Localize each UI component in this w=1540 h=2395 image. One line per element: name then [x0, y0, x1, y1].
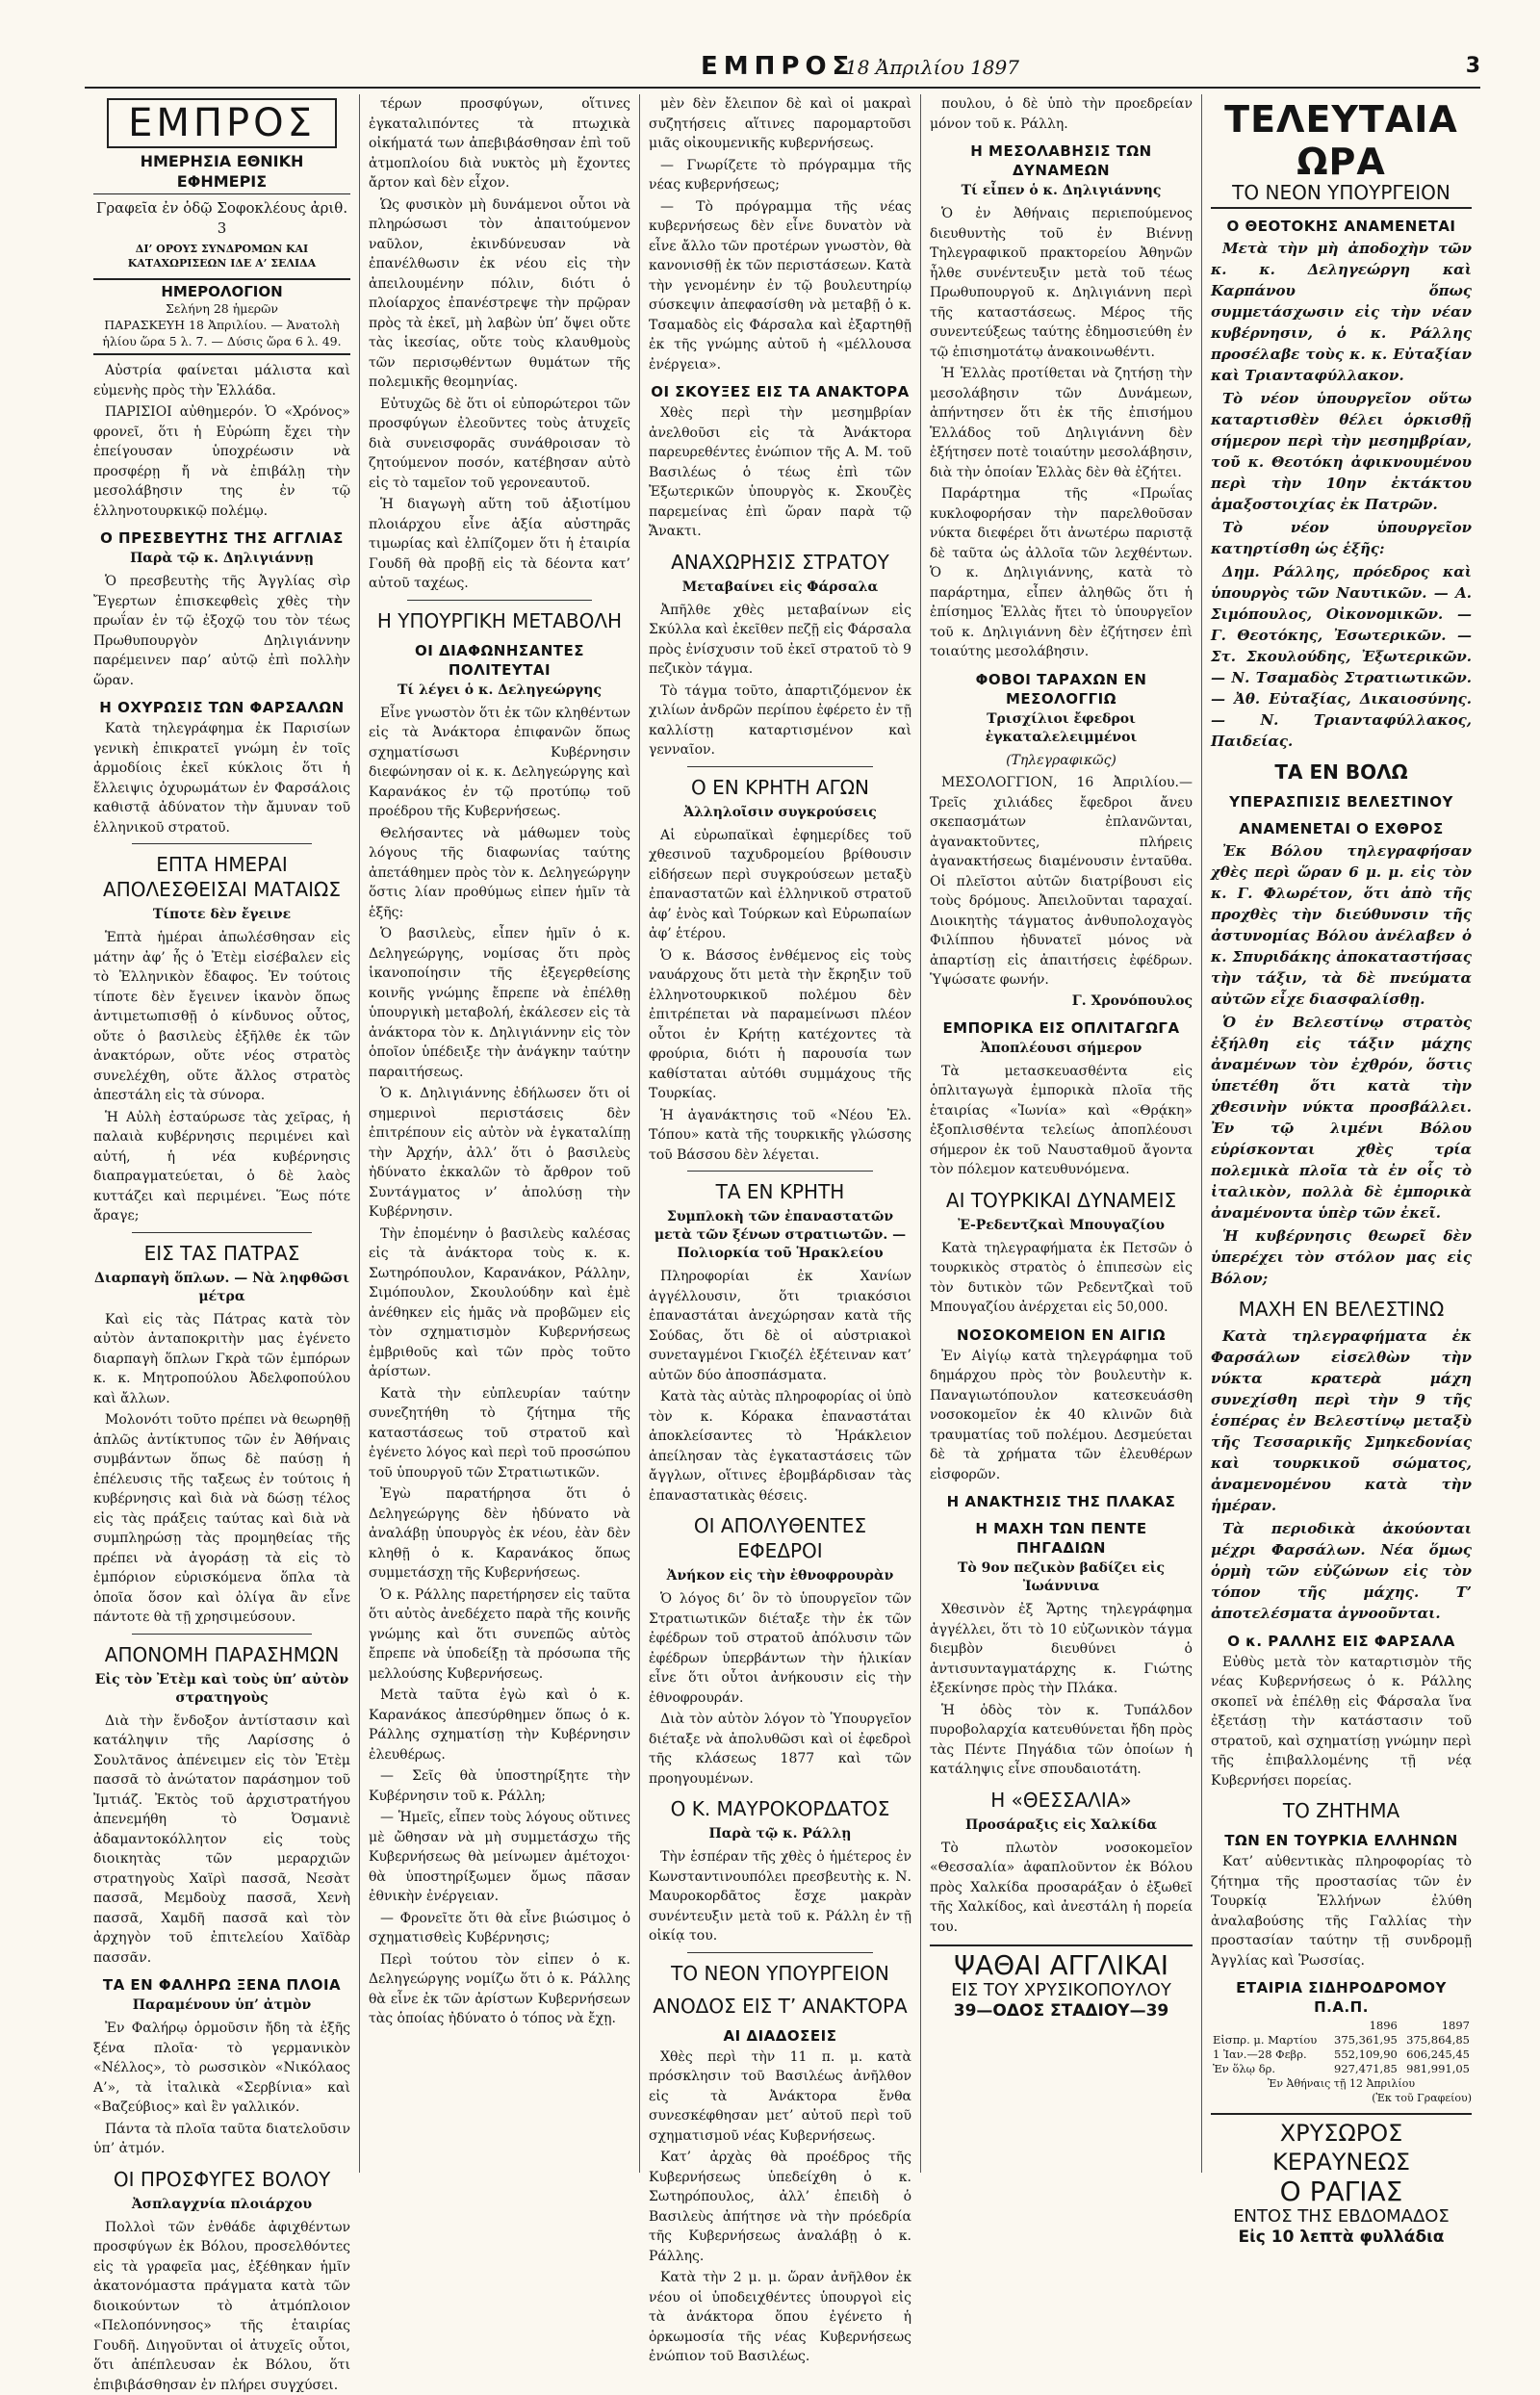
article-text: Μετὰ ταῦτα ἐγὼ καὶ ὁ κ. Καρανάκος ἀπεσύρθημεν ὅπως ὁ κ. Ράλλης σχηματίσῃ τὴν Κυβέρνησιν ἐλευθέρως.	[369, 1686, 630, 1764]
headline: ΤΟ ΝΕΟΝ ΥΠΟΥΡΓΕΙΟΝ	[649, 1961, 911, 1986]
divider	[132, 843, 312, 844]
divider	[132, 1232, 312, 1233]
article-text: Ὁ πρεσβευτὴς τῆς Ἀγγλίας σὶρ Ἔγερτων ἐπισκεφθεὶς χθὲς τὴν πρωΐαν ἐν τῷ ἐξοχῷ του τὸν τέως Πρωθυπουργὸν Δηλιγιάννην παρέμεινεν παρ’ αὐτῷ ἐπὶ πολλὴν ὥραν.	[93, 572, 350, 690]
article-text: Τὸ τάγμα τοῦτο, ἀπαρτιζόμενον ἐκ χιλίων ἀνδρῶν περίπου ἐφέρετο ἐν τῇ καλλίστῃ καταρτισμένον καὶ γενναῖον.	[649, 682, 911, 760]
headline: Η ΟΧΥΡΩΣΙΣ ΤΩΝ ΦΑΡΣΑΛΩΝ	[93, 698, 350, 717]
article-text: Κατὰ τὴν εὐπλευρίαν ταύτην συνεζητήθη τὸ ζήτημα τῆς καταστάσεως τοῦ στρατοῦ καὶ ἐγένετο λόγος καὶ περὶ τοῦ προσώπου τοῦ ὑπουργοῦ τῶν Στρατιωτικῶν.	[369, 1384, 630, 1483]
masthead-logo: ΕΜΠΡΟΣ	[107, 98, 337, 148]
subheadline: Τίποτε δὲν ἔγεινε	[93, 906, 350, 924]
headline: Ο Κ. ΜΑΥΡΟΚΟΡΔΑΤΟΣ	[649, 1796, 911, 1821]
article-text: Ἡ Αὐλὴ ἐσταύρωσε τὰς χεῖρας, ἡ παλαιὰ κυβέρνησις περιμένει καὶ αὐτή, ἡ νέα κυβέρνησις διαπραγματεύεται, ὁ δὲ λαὸς κυττάζει καὶ περιμένει. Ἕως πότε ἄραγε;	[93, 1108, 350, 1226]
running-header	[85, 50, 1480, 89]
article-text: ΠΑΡΙΣΙΟΙ αὐθημερόν. Ὁ «Χρόνος» φρονεῖ, ὅτι ἡ Εὐρώπη ἔχει τὴν ἐπείγουσαν ὑποχρέωσιν νὰ προσφέρῃ ἤ νὰ ἐπιβάλῃ τὴν μεσολάβησιν της ἐν τῷ ἑλληνοτουρκικῷ πολέμῳ.	[93, 402, 350, 521]
article-text: Κατ’ αὐθεντικὰς πληροφορίας τὸ ζήτημα τῆς προστασίας τῶν ἐν Τουρκίᾳ Ἑλλήνων ἐλύθη ἀναλαβούσης τῆς Γαλλίας τὴν προστασίαν ταύτην τῇ συνδρομῇ Ἀγγλίας καὶ Ῥωσσίας.	[1211, 1852, 1472, 1970]
article-text: Ὡς φυσικὸν μὴ δυνάμενοι οὗτοι νὰ πληρώσωσι τὸν ἀπαιτούμενον ναῦλον, ἐκινδύνευσαν νὰ ἐπανέλθωσιν ἐκ νέου εἰς τὴν ἀπειλουμένην πόλιν, διότι ὁ πλοίαρχος ἐπανέστρεψε τὴν πρῷραν πρὸς τὰ ἐκεῖ, μὴ λαβὼν ὑπ’ ὄψει οὔτε τὰς ἱκεσίας, οὔτε τοὺς κλαυθμοὺς τῶν περισῳθέντων θυμάτων τῆς πολεμικῆς θεομηνίας.	[369, 195, 630, 393]
article-text: Ὁ κ. Βάσσος ἐνθέμενος εἰς τοὺς ναυάρχους ὅτι μετὰ τὴν ἔκρηξιν τοῦ ἑλληνοτουρκικοῦ πολέμου δὲν ἐπιτρέπεται νὰ παραμείνωσι πλέον οὗτοι ἐν Κρήτῃ κατέχοντες τὰ φρούρια, διότι ἡ παρουσία των καθίσταται αὐτόθι συμμάχους τῆς Τουρκίας.	[649, 946, 911, 1104]
advertisement: ΨΑΘΑΙ ΑΓΓΛΙΚΑΙ ΕΙΣ ΤΟΥ ΧΡΥΣΙΚΟΠΟΥΛΟΥ 39—ΟΔΟΣ ΣΤΑΔΙΟΥ—39	[930, 1944, 1193, 2021]
article-text: Τὸ πλωτὸν νοσοκομεῖον «Θεσσαλία» ἀφαπλοῦντον ἐκ Βόλου πρὸς Χαλκίδα προσαράξαν ὁ ἐξωθεῖ τῆς Χαλκίδος, καὶ ἀνεστάλη ἡ πορεία του.	[930, 1839, 1193, 1938]
headline: ΑΙ ΤΟΥΡΚΙΚΑΙ ΔΥΝΑΜΕΙΣ	[930, 1188, 1193, 1213]
article-text: Ὁ κ. Ράλλης παρετήρησεν εἰς ταῦτα ὅτι αὐτὸς ἀνεδέχετο παρὰ τῆς κοινῆς γνώμης καὶ ὅτι συνεπῶς αὐτὸς ἔπρεπε νὰ ὑποδείξῃ τὰ πρόσωπα τῆς μελλούσης Κυβερνήσεως.	[369, 1585, 630, 1685]
headline: ΜΑΧΗ ΕΝ ΒΕΛΕΣΤΙΝΩ	[1211, 1297, 1472, 1322]
article-text: Τὰ περιοδικὰ ἀκούονται μέχρι Φαρσάλων. Νέα ὅμως ὁρμὴ τῶν εὐζώνων εἰς τὸν τόπον τῆς μάχης. Τ’ ἀποτελέσματα ἀγνοοῦνται.	[1211, 1518, 1472, 1624]
headline: ΕΤΑΙΡΙΑ ΣΙΔΗΡΟΔΡΟΜΟΥ Π.Α.Π.	[1211, 1978, 1472, 2017]
subheadline: Τὸ 9ον πεζικὸν βαδίζει εἰς Ἰωάννινα	[930, 1559, 1193, 1596]
page-number: 3	[1466, 54, 1480, 78]
article-text: πουλου, ὁ δὲ ὑπὸ τὴν προεδρείαν μόνον τοῦ κ. Ράλλη.	[930, 94, 1193, 134]
issue-date: 18 Ἀπριλίου 1897	[845, 56, 1019, 79]
article-text: Κατ’ ἀρχὰς θὰ προέδρος τῆς Κυβερνήσεως ὑπεδείχθη ὁ κ. Σωτηρόπουλος, ἀλλ’ ἐπειδὴ ὁ Βασιλεὺς ἀπήτησε νὰ τὴν πρόεδρία τῆς Κυβερνήσεως ἀναλάβῃ ὁ κ. Ράλλης.	[649, 2148, 911, 2266]
headline: Ο ΠΡΕΣΒΕΥΤΗΣ ΤΗΣ ΑΓΓΛΙΑΣ	[93, 528, 350, 548]
article-text: Αἱ εὐρωπαϊκαὶ ἐφημερίδες τοῦ χθεσινοῦ ταχυδρομείου βρίθουσιν εἰδήσεων περὶ συγκρούσεων μεταξὺ ἐπαναστατῶν καὶ ἑλληνικοῦ στρατοῦ ἀφ’ ἑνὸς καὶ Τούρκων καὶ Εὐρωπαίων ἀφ’ ἑτέρου.	[649, 826, 911, 944]
article-text: Εὐθὺς μετὰ τὸν καταρτισμὸν τῆς νέας Κυβερνήσεως ὁ κ. Ράλλης σκοπεῖ νὰ ἐπέλθῃ εἰς Φάρσαλα ἵνα ἐξετάσῃ τὴν κατάστασιν τοῦ στρατοῦ, καὶ σχηματίσῃ γνώμην περὶ τῆς ἐπιβαλλομένης τῇ νέᾳ Κυβερνήσει πορείας.	[1211, 1653, 1472, 1791]
headline: ΕΙΣ ΤΑΣ ΠΑΤΡΑΣ	[93, 1241, 350, 1266]
masthead-tagline: ΗΜΕΡΗΣΙΑ ΕΘΝΙΚΗ ΕΦΗΜΕΡΙΣ	[93, 152, 350, 194]
article-text: Εὐτυχῶς δὲ ὅτι οἱ εὐπορώτεροι τῶν προσφύγων ἐλεοῦντες τοὺς ἀτυχεῖς διὰ συνεισφορᾶς συνάθροισαν τὸ ζητούμενον ποσόν, κατέβησαν αὐτὸ εἰς τὸ ταμεῖον τοῦ γερονεαυτοῦ.	[369, 395, 630, 494]
article-text: Ἡ ὁδὸς τὸν κ. Τυπάλδον πυροβολαρχία κατευθύνεται ἤδη πρὸς τὰς Πέντε Πηγάδια τῶν ὁποίων ἡ κατάληψις εἶνε σπουδαιοτάτη.	[930, 1701, 1193, 1780]
subscription-terms: ΔΙ’ ΟΡΟΥΣ ΣΥΝΔΡΟΜΩΝ ΚΑΙ ΚΑΤΑΧΩΡΙΣΕΩΝ ΙΔΕ Α’ ΣΕΛΙΔΑ	[93, 242, 350, 270]
column-3	[640, 94, 921, 2173]
article-text: Κατὰ τὴν 2 μ. μ. ὥραν ἀνῆλθον ἐκ νέου οἱ ὑποδειχθέντες ὑπουργοὶ εἰς τὰ ἀνάκτορα ὅπου ἐγένετο ἡ ὁρκωμοσία τῆς νέας Κυβερνήσεως ἐνώπιον τοῦ Βασιλέως.	[649, 2268, 911, 2367]
headline: ΤΑ ΕΝ ΒΟΛΩ	[1211, 760, 1472, 785]
article-text: Ἡ διαγωγὴ αὕτη τοῦ ἀξιοτίμου πλοιάρχου εἶνε ἀξία αὐστηρᾶς τιμωρίας καὶ ἐλπίζομεν ὅτι ἡ ἑταιρία Γουδῆ θὰ προβῇ εἰς τὰ δέοντα κατ’ αὐτοῦ ταχέως.	[369, 495, 630, 594]
subheadline: Ἀσπλαγχνία πλοιάρχου	[93, 2196, 350, 2214]
table-row: Εἰσπρ. μ. Μαρτίου 375,361,95 375,864,85	[1211, 2033, 1472, 2047]
subheadline: Διαρπαγὴ ὅπλων. — Νὰ ληφθῶσι μέτρα	[93, 1270, 350, 1306]
article-text: Μολονότι τοῦτο πρέπει νὰ θεωρηθῇ ἁπλῶς ἀντίκτυπος τῶν ἐν Ἀθήναις συμβάντων ὅπως δὲ παύσῃ ἡ ἐπέλευσις τῆς ταξεως ἐν τούτοις ἡ κυβέρνησις καὶ διὰ νὰ δώσῃ τέλος εἰς τὰς πράξεις ταύτας καὶ διὰ νὰ συμπληρώσῃ τὰς προμηθείας τῆς πρέπει νὰ ἀγοράσῃ τὰ εἰς τὸ ἐμπόριον εὑρισκόμενα ὅπλα τὰ ὁποῖα ὅσον καὶ ὀλίγα ἂν εἶνε πάντοτε θὰ τῇ χρησιμεύσουν.	[93, 1410, 350, 1628]
article-text: Μετὰ τὴν μὴ ἀποδοχὴν τῶν κ. κ. Δεληγεώργη καὶ Καρπάνου ὅπως συμμετάσχωσιν εἰς τὴν νέαν κυβέρνησιν, ὁ κ. Ράλλης προσέλαβε τοὺς κ. κ. Εὐταξίαν καὶ Τριανταφύλλακον.	[1211, 238, 1472, 386]
column-4	[921, 94, 1202, 2173]
headline: ΥΠΕΡΑΣΠΙΣΙΣ ΒΕΛΕΣΤΙΝΟΥ	[1211, 792, 1472, 811]
article-text: Χθεσινὸν ἐξ Ἄρτης τηλεγράφημα ἀγγέλλει, ὅτι τὸ 10 εὐζωνικὸν τάγμα διεμβὸν διευθύνει ὁ ἀντισυνταγματάρχης κ. Γιώτης ἐξεκίνησε πρὸς τὴν Πλάκα.	[930, 1600, 1193, 1699]
subheadline: Ἐ-Ρεδεντζκαὶ Μπουγαζίου	[930, 1217, 1193, 1235]
article-text: Ἀπῆλθε χθὲς μεταβαίνων εἰς Σκύλλα καὶ ἐκεῖθεν πεζῇ εἰς Φάρσαλα πρὸς ἐνίσχυσιν τοῦ ἐκεῖ στρατοῦ τὸ 9 πεζικὸν τάγμα.	[649, 601, 911, 680]
almanac: ΗΜΕΡΟΛΟΓΙΟΝ Σελήνη 28 ἡμερῶν ΠΑΡΑΣΚΕΥΗ 18 Ἀπριλίου. — Ἀνατολὴ ἡλίου ὥρα 5 λ. 7. — Δύσις ὥρα 6 λ. 49.	[93, 278, 350, 355]
column-1	[85, 94, 360, 2173]
headline: ΑΝΑΜΕΝΕΤΑΙ Ο ΕΧΘΡΟΣ	[1211, 819, 1472, 838]
article-text: Θελήσαντες νὰ μάθωμεν τοὺς λόγους τῆς διαφωνίας ταύτης ἀπετάθημεν πρὸς τὸν κ. Δεληγεώργην ὅστις λίαν προθύμως εἰπεν ἡμῖν τὰ ἑξῆς:	[369, 824, 630, 923]
byline: Γ. Χρονόπουλος	[930, 992, 1193, 1011]
headline: Ο ΘΕΟΤΟΚΗΣ ΑΝΑΜΕΝΕΤΑΙ	[1211, 217, 1472, 236]
article-text: Τὰ μετασκευασθέντα εἰς ὁπλιταγωγὰ ἐμπορικὰ πλοῖα τῆς ἑταιρίας «Ἰωνία» καὶ «Θρᾴκη» ἐξοπλισθέντα τελείως ἀποπλέουσι σήμερον ἐκ τοῦ Ναυσταθμοῦ ἄγοντα τὸν πόλεμον κατευθυνόμενα.	[930, 1062, 1193, 1180]
article-text: Χθὲς περὶ τὴν 11 π. μ. κατὰ πρόσκλησιν τοῦ Βασιλέως ἀνῆλθον εἰς τὰ Ἀνάκτορα ἔνθα συνεσκέφθησαν μετ’ αὐτοῦ περὶ τοῦ σχηματισμοῦ νέας Κυβερνήσεως.	[649, 2047, 911, 2147]
article-text: Ὁ κ. Δηλιγιάννης ἐδήλωσεν ὅτι οἱ σημερινοὶ περιστάσεις δὲν ἐπιτρέπουν εἰς αὐτὸν νὰ ἐγκαταλίπῃ τὴν Ἀρχήν, ἀλλ’ ὅτι ὁ βασιλεὺς ἠδύνατο ἐκκαλῶν τὸ ἄρθρον τοῦ Συντάγματος ν’ ἀπολύσῃ τὴν Κυβέρνησιν.	[369, 1084, 630, 1223]
headline: ΦΟΒΟΙ ΤΑΡΑΧΩΝ ΕΝ ΜΕΣΟΛΟΓΓΙΩ	[930, 670, 1193, 708]
subheadline: Παραμένουν ὑπ’ ἀτμὸν	[93, 1996, 350, 2015]
headline: ΟΙ ΔΙΑΦΩΝΗΣΑΝΤΕΣ ΠΟΛΙΤΕΥΤΑΙ	[369, 641, 630, 680]
subheadline: Προσάραξις εἰς Χαλκίδα	[930, 1816, 1193, 1835]
article-text: Ὁ λόγος δι’ ὃν τὸ ὑπουργεῖον τῶν Στρατιωτικῶν διέταξε τὴν ἐκ τῶν ἐφέδρων τοῦ στρατοῦ ἀπόλυσιν τῶν ἐφέδρων ὑπερβάντων τὴν ἡλικίαν εἶνε ὅτι οὗτοι ἀνήκουσιν εἰς τὴν ἐθνοφρουράν.	[649, 1589, 911, 1708]
headline: ΝΟΣΟΚΟΜΕΙΟΝ ΕΝ ΑΙΓΙΩ	[930, 1326, 1193, 1345]
article-text: — Τὸ πρόγραμμα τῆς νέας κυβερνήσεως δὲν εἶνε δυνατὸν νὰ εἶνε ἄλλο τῶν προτέρων γνωστὸν, θὰ κανονισθῇ ἐκ τῶν περιστάσεων. Κατὰ τὴν γενομένην ἐν τῷ βουλευτηρίῳ σύσκεψιν ἀπεφασίσθη νὰ μεταβῇ ὁ κ. Τσαμαδὸς εἰς Φάρσαλα καὶ ἐξαρτηθῇ ἐκ τῆς γνώμης αὐτοῦ ἡ «μέλλουσα ἐνέργεια».	[649, 197, 911, 375]
subheadline: Ἀλληλοῖσιν συγκρούσεις	[649, 804, 911, 822]
article-text: Κατὰ τηλεγράφημα ἐκ Παρισίων γενικὴ ἐπικρατεῖ γνώμη ἐν τοῖς ἁρμοδίοις ἐκεῖ κύκλοις ὅτι ἡ ἔλλειψις ὀχυρωμάτων ἐν Φαρσάλοις καθιστᾷ ἀδύνατον τὴν ἄμυναν τοῦ ἑλληνικοῦ στρατοῦ.	[93, 719, 350, 837]
subheadline: Τί λέγει ὁ κ. Δεληγεώργης	[369, 682, 630, 700]
article-text: Διὰ τὴν ἔνδοξον ἀντίστασιν καὶ κατάληψιν τῆς Λαρίσσης ὁ Σουλτᾶνος ἀπένειμεν εἰς τὸν Ἐτὲμ πασσᾶ τὸ ἀνώτατον παράσημον τοῦ Ἰμτιάζ. Ἐκτὸς τοῦ ἀρχιστρατήγου ἀπενεμήθη τὸ Ὀσμανιὲ ἀδαμαντοκόλλητον εἰς τοὺς διοικητὰς τῶν μεραρχιῶν στρατηγοὺς Χαϊρὶ πασσᾶ, Νεσὰτ πασσᾶ, Μεμδοὺχ πασσᾶ, Χενὴ πασσᾶ, Χαμδῆ πασσᾶ καὶ τὸν ἀρχηγὸν τοῦ ἐπιτελείου Χαϊδὰρ πασσᾶν.	[93, 1712, 350, 1969]
cabinet-list: Δημ. Ράλλης, πρόεδρος καὶ ὑπουργὸς τῶν Ναυτικῶν. — Α. Σιμόπουλος, Οἰκονομικῶν. — Γ. Θεοτόκης, Ἐσωτερικῶν. — Στ. Σκουλούδης, Ἐξωτερικῶν. — Ν. Τσαμαδὸς Στρατιωτικῶν. — Ἀθ. Εὐταξίας, Δικαιοσύνης. — Ν. Τριανταφύλλακος, Παιδείας.	[1211, 561, 1472, 752]
divider	[407, 600, 592, 601]
article-text: Ἐκ Βόλου τηλεγραφήσαν χθὲς περὶ ὥραν 6 μ. μ. εἰς τὸν κ. Γ. Φλωρέτον, ὅτι ἀπὸ τῆς προχθὲς τὴν διεύθυνσιν τῆς ἀστυνομίας Βόλου ἀνέλαβεν ὁ κ. Σπυριδάκης ἀποκαταστήσας τὴν τάξιν, τὰ δὲ πνεύματα αὐτῶν εἶχε διασφαλίσθῃ.	[1211, 840, 1472, 1010]
newspaper-page	[85, 50, 1480, 2173]
subheadline: Ἀποπλέουσι σήμερον	[930, 1040, 1193, 1058]
divider	[132, 1634, 312, 1635]
article-text: — Γνωρίζετε τὸ πρόγραμμα τῆς νέας κυβερνήσεως;	[649, 156, 911, 195]
article-text: Πολλοὶ τῶν ἐνθάδε ἀφιχθέντων προσφύγων ἐκ Βόλου, προσελθόντες εἰς τὰ γραφεῖα μας, ἐξέθηκαν ἡμῖν ἀκατονόμαστα πράγματα κατὰ τῶν διοικούντων τὸ ἀτμόπλοιον «Πελοπόννησος» τῆς ἑταιρίας Γουδῆ. Διηγοῦνται οἱ ἀτυχεῖς οὗτοι, ὅτι ἀπέπλευσαν ἐκ Βόλου, ὅτι ἐπιβιβάσθησαν ἐν πλήρει συγχύσει.	[93, 2218, 350, 2395]
headline: ΤΩΝ ΕΝ ΤΟΥΡΚΙΑ ΕΛΛΗΝΩΝ	[1211, 1831, 1472, 1850]
article-text: Πληροφορίαι ἐκ Χανίων ἀγγέλλουσιν, ὅτι τριακόσιοι ἐπαναστάται ἀνεχώρησαν κατὰ τῆς Σούδας, ὅτι δὲ οἱ αὐστριακοὶ συνεταγμένοι Γκιοζέλ ἐξέτειναν κατ’ αὐτῶν δύο ἀποσπάσματα.	[649, 1267, 911, 1385]
table-source: (Ἐκ τοῦ Γραφείου)	[1211, 2091, 1472, 2105]
table-header-row: 1896 1897	[1211, 2019, 1472, 2033]
article-text: Τὴν ἑσπέραν τῆς χθὲς ὁ ἡμέτερος ἐν Κωνσταντινουπόλει πρεσβευτὴς κ. Ν. Μαυροκορδᾶτος ἔσχε μακρὰν συνέντευξιν μετὰ τοῦ κ. Ράλλη ἐν τῇ οἰκίᾳ του.	[649, 1847, 911, 1946]
article-text: Τὸ νέον ὑπουργεῖον οὕτω καταρτισθὲν θέλει ὁρκισθῇ σήμερον περὶ τὴν μεσημβρίαν, τοῦ κ. Θεοτόκη ἀφικνουμένου περὶ τὴν 10ην ἐκτάκτου ἀμαξοστοιχίας ἐκ Πατρῶν.	[1211, 388, 1472, 515]
article-text: Εἶνε γνωστὸν ὅτι ἐκ τῶν κληθέντων εἰς τὰ Ἀνάκτορα ἐπιφανῶν ὅπως σχηματίσωσι Κυβέρνησιν διεφώνησαν οἱ κ. κ. Δεληγεώργης καὶ Καρανάκος ἐν τῷ προτύπῳ τοῦ προέδρου τῆς Κυβερνήσεως.	[369, 704, 630, 822]
headline: Η ΑΝΑΚΤΗΣΙΣ ΤΗΣ ΠΛΑΚΑΣ	[930, 1492, 1193, 1511]
article-text: τέρων προσφύγων, οἵτινες ἐγκαταλιπόντες τὰ πτωχικὰ οἰκήματά των ἀπεβιβάσθησαν ἐπὶ τοῦ ἀτμοπλοίου διὰ νυκτὸς μὴ ἔχοντες ἄρτον καὶ δὲν εἶχον.	[369, 94, 630, 193]
headline: ΟΙ ΠΡΟΣΦΥΓΕΣ ΒΟΛΟΥ	[93, 2167, 350, 2192]
subheadline: Παρὰ τῷ κ. Ράλλῃ	[649, 1825, 911, 1843]
table-footnote: Ἐν Ἀθήναις τῇ 12 Ἀπριλίου	[1211, 2076, 1472, 2091]
article-text: Ἐν Φαλήρῳ ὁρμοῦσιν ἤδη τὰ ἑξῆς ξένα πλοῖα· τὸ γερμανικὸν «Νέλλος», τὸ ρωσσικὸν «Νικόλαος Α’», τὰ ἰταλικὰ «Σερβίνια» καὶ «Βαζεύβιος» καὶ ἓν γαλλικόν.	[93, 2019, 350, 2118]
article-text: Ἐν Αἰγίῳ κατὰ τηλεγράφημα τοῦ δημάρχου πρὸς τὸν βουλευτὴν κ. Παναγιωτόπουλον κατεσκευάσθη νοσοκομεῖον ἐκ 40 κλινῶν διὰ τραυματίας τοῦ πολέμου. Δεσμεύεται δὲ τὰ χρήματα τῶν ἐλευθέρων εἰσφορῶν.	[930, 1347, 1193, 1485]
article-text: μὲν δὲν ἔλειπον δὲ καὶ οἱ μακραὶ συζητήσεις αἵτινες παρομαρτοῦσι μιᾶς οἰκουμενικῆς κυβερνήσεως.	[649, 94, 911, 154]
article-text: — Σεῖς θὰ ὑποστηρίξητε τὴν Κυβέρνησιν τοῦ κ. Ράλλη;	[369, 1766, 630, 1806]
office-address: Γραφεῖα ἐν ὁδῷ Σοφοκλέους ἀριθ. 3	[93, 198, 350, 238]
divider	[687, 1171, 873, 1172]
headline: ΟΙ ΑΠΟΛΥΘΕΝΤΕΣ ΕΦΕΔΡΟΙ	[649, 1513, 911, 1563]
article-text: Χθὲς περὶ τὴν μεσημβρίαν ἀνελθοῦσι εἰς τὰ Ἀνάκτορα παρευρεθέντες ἐνώπιον τῆς Α. Μ. τοῦ Βασιλέως ὁ τέως ἐπὶ τῶν Ἐξωτερικῶν ὑπουργὸς κ. Σκουζὲς παρεμείνας ἐπὶ ὥραν παρὰ τῷ Ἄνακτι.	[649, 403, 911, 542]
article-text: Ὁ ἐν Βελεστίνῳ στρατὸς ἐξήλθη εἰς τάξιν μάχης ἀναμένων τὸν ἐχθρόν, ὅστις ὑπετέθη ὅτι κατὰ τὴν χθεσινὴν νύκτα προσβάλλει. Ἐν τῷ λιμένι Βόλου εὑρίσκονται χθὲς τρία πολεμικὰ πλοῖα τὰ ἐν οἷς τὸ ἰταλικὸν, πολλὰ δὲ ἐμπορικὰ ἀναμένοντα ὑπὲρ τῶν ἐκεῖ.	[1211, 1012, 1472, 1223]
subheadline: Συμπλοκὴ τῶν ἐπαναστατῶν μετὰ τῶν ξένων στρατιωτῶν. — Πολιορκία τοῦ Ἡρακλείου	[649, 1208, 911, 1263]
subheadline: Μεταβαίνει εἰς Φάρσαλα	[649, 579, 911, 597]
column-5	[1202, 94, 1480, 2173]
advertisement: ΧΡΥΣΩΡΟΣ ΚΕΡΑΥΝΕΩΣ Ο ΡΑΓΙΑΣ ΕΝΤΟΣ ΤΗΣ ΕΒΔΟΜΑΔΟΣ Εἰς 10 λεπτὰ φυλλάδια	[1211, 2113, 1472, 2247]
article-text: — Φρονεῖτε ὅτι θὰ εἶνε βιώσιμος ὁ σχηματισθεὶς Κυβέρνησις;	[369, 1909, 630, 1948]
article-text: Παράρτημα τῆς «Πρωΐας κυκλοφορήσαν τὴν παρελθοῦσαν νύκτα διεφέρει ὅτι ἀνωτέρω παριστᾷ δὲ ταῦτα ὡς ἀλλοῖα τῶν λεχθέντων. Ὁ κ. Δηλιγιάννης, κατὰ τὸ παράρτημα, εἶπεν ἀληθῶς ὅτι ἡ ἐπίσημος Ἑλλὰς ἤτει τὸ ὑπουργεῖον τοῦ κ. Δηλιγιάννη δὲν ἐζήτησεν ἐπὶ τοιαύτης μεσολάβησιν.	[930, 484, 1193, 662]
headline: ΑΙ ΔΙΑΔΟΣΕΙΣ	[649, 2026, 911, 2046]
article-text: Ὁ βασιλεὺς, εἶπεν ἡμῖν ὁ κ. Δεληγεώργης, νομίσας ὅτι πρὸς ἱκανοποίησιν τῆς ἐξεγερθείσης κοινῆς γνώμης ἔπρεπε νὰ ἐπέλθῃ ὑπουργικὴ μεταβολή, ἐκάλεσεν εἰς τὰ ἀνάκτορα τὸν κ. Δηλιγιάννην εἰς τὸν ὁποῖον ὑπέδειξε τὴν ἀνάγκην ταύτην παραιτήσεως.	[369, 924, 630, 1082]
headline: Η ΜΑΧΗ ΤΩΝ ΠΕΝΤΕ ΠΗΓΑΔΙΩΝ	[930, 1519, 1193, 1558]
article-text: Περὶ τούτου τὸν εἰπεν ὁ κ. Δεληγεώργης νομίζω ὅτι ὁ κ. Ράλλης θὰ εἶνε ἐκ τῶν ἀρίστων Κυβερνήσεων τὰς ὁποίας ἠδύνατο ὁ τόπος νὰ ἔχῃ.	[369, 1950, 630, 2029]
article-text: Κατὰ τηλεγραφήματα ἐκ Φαρσάλων εἰσελθὼν τὴν νύκτα κρατερὰ μάχη συνεχίσθη περὶ τὴν 9 τῆς ἑσπέρας ἐν Βελεστίνῳ μεταξὺ τῆς Τεσσαρικῆς Σμηκεδονίας καὶ τουρκικοῦ σώματος, ἀναμενομένου κατὰ τὴν ἡμέραν.	[1211, 1326, 1472, 1516]
article-text: Ἡ ἀγανάκτησις τοῦ «Νέου Ἐλ. Τόπου» κατὰ τῆς τουρκικῆς γλώσσης τοῦ Βάσσου δὲν λέγεται.	[649, 1106, 911, 1166]
headline: Ο κ. ΡΑΛΛΗΣ ΕΙΣ ΦΑΡΣΑΛΑ	[1211, 1632, 1472, 1651]
divider	[687, 766, 873, 767]
article-text: ΜΕΣΟΛΟΓΓΙΟΝ, 16 Ἀπριλίου.— Τρεῖς χιλιάδες ἔφεδροι ἄνευ σκεπασμάτων ἐπλανῶνται, ἀγανακτοῦντες, πλήρεις ἀγανακτήσεως διαμένουσιν ἐνταῦθα. Οἱ πλεῖστοι αὐτῶν διατρίβουσι εἰς τοὺς δρόμους. Ἀπειλοῦνται ταραχαί. Διοικητὴς τάγματος ἀνθυπολοχαγὸς Φιλίππου ἠδυνατεῖ μόνος νὰ ἀπαρτίσῃ εἰς ἀπαιτήσεις ἐφέδρων. Ὑψώσατε φωνήν.	[930, 773, 1193, 991]
section-subtitle: ΤΟ ΝΕΟΝ ΥΠΟΥΡΓΕΙΟΝ	[1211, 183, 1472, 209]
dateline: (Τηλεγραφικῶς)	[930, 751, 1193, 771]
article-text: Ἐγὼ παρατήρησα ὅτι ὁ Δεληγεώργης δὲν ἠδύνατο νὰ ἀναλάβῃ ὑπουργὸς ἐκ νέου, ἐὰν δὲν κληθῇ ὁ κ. Καρανάκος ὅπως συμμετάσχῃ τῆς Κυβερνήσεως.	[369, 1484, 630, 1584]
subheadline: Ἀνήκον εἰς τὴν ἐθνοφρουρὰν	[649, 1567, 911, 1585]
headline: Ο ΕΝ ΚΡΗΤΗ ΑΓΩΝ	[649, 775, 911, 800]
headline: ΑΠΟΝΟΜΗ ΠΑΡΑΣΗΜΩΝ	[93, 1642, 350, 1667]
headline: ΤΑ ΕΝ ΦΑΛΗΡΩ ΞΕΝΑ ΠΛΟΙΑ	[93, 1975, 350, 1995]
headline: ΑΝΟΔΟΣ ΕΙΣ Τ’ ΑΝΑΚΤΟΡΑ	[649, 1994, 911, 2019]
article-text: Πάντα τὰ πλοῖα ταῦτα διατελοῦσιν ὑπ’ ἀτμόν.	[93, 2120, 350, 2159]
article-text: Ἡ Ἑλλὰς προτίθεται νὰ ζητήσῃ τὴν μεσολάβησιν τῶν Δυνάμεων, ἀπήντησεν ὅτι ἐκ τῆς ἐπισήμου Ἑλλάδος τοῦ Δηλιγιάννη δὲν ἐξήτησεν ποτὲ τοιαύτην μεσολάβησιν, διὰ τὴν ὁποίαν Ἑλλὰς δὲν θὰ ἐζήτει.	[930, 364, 1193, 482]
headline: ΤΟ ΖΗΤΗΜΑ	[1211, 1798, 1472, 1823]
article-text: Διὰ τὸν αὐτὸν λόγον τὸ Ὑπουργεῖον διέταξε νὰ ἀπολυθῶσι καὶ οἱ ἐφεδροὶ τῆς κλάσεως 1877 καὶ τῶν προηγουμένων.	[649, 1710, 911, 1789]
railway-receipts-table	[1211, 2019, 1472, 2076]
article-text: Τὸ νέον ὑπουργεῖον κατηρτίσθη ὡς ἑξῆς:	[1211, 517, 1472, 559]
subheadline: Τί εἶπεν ὁ κ. Δηλιγιάννης	[930, 182, 1193, 200]
divider	[687, 1952, 873, 1953]
article-text: Αὐστρία φαίνεται μάλιστα καὶ εὐμενὴς πρὸς τὴν Ἑλλάδα.	[93, 361, 350, 400]
section-title: ΤΕΛΕΥΤΑΙΑ ΩΡΑ	[1211, 98, 1472, 183]
column-2	[360, 94, 640, 2173]
subheadline: Εἰς τὸν Ἐτὲμ καὶ τοὺς ὑπ’ αὐτὸν στρατηγοὺς	[93, 1671, 350, 1708]
article-text: Κατὰ τὰς αὐτὰς πληροφορίας οἱ ὑπὸ τὸν κ. Κόρακα ἐπαναστάται ἀποκλείσαντες τὸ Ἡράκλειον ἀπείλησαν τὰς ἐγκαταστάσεις τῶν ἄγγλων, οἵτινες ἐβομβάρδισαν τὰς ἐπαναστατικὰς θέσεις.	[649, 1387, 911, 1506]
article-text: Ὁ ἐν Ἀθήναις περιεπούμενος διευθυντὴς τοῦ ἐν Βιέννῃ Τηλεγραφικοῦ πρακτορείου Ἀθηνῶν ἦλθε συνέντευξιν μετὰ τοῦ τέως Πρωθυπουργοῦ κ. Δηλιγιάννη περὶ τῆς καταστάσεως. Μέρος τῆς συνεντεύξεως ταύτης ἐδημοσιεύθη ἐν τῷ ἐπισημοτάτῳ ἀνακοινωθέντι.	[930, 204, 1193, 362]
table-row: 1 Ἰαν.—28 Φεβρ. 552,109,90 606,245,45	[1211, 2047, 1472, 2062]
table-row: Ἐν ὅλῳ δρ. 927,471,85 981,991,05	[1211, 2062, 1472, 2076]
paper-name: ΕΜΠΡΟΣ	[701, 52, 855, 81]
article-text: Ἡ κυβέρνησις θεωρεῖ δὲν ὑπερέχει τὸν στόλον μας εἰς Βόλον;	[1211, 1225, 1472, 1289]
headline: ΕΠΤΑ ΗΜΕΡΑΙ ΑΠΟΛΕΣΘΕΙΣΑΙ ΜΑΤΑΙΩΣ	[93, 852, 350, 902]
article-text: — Ἡμεῖς, εἶπεν τοὺς λόγους οὕτινες μὲ ὤθησαν νὰ μὴ συμμετάσχω τῆς Κυβερνήσεως θὰ μείνωμεν ἀμέτοχοι· θὰ ὑποστηρίξωμεν ὅμως πᾶσαν ἐθνικὴν ἐνέργειαν.	[369, 1808, 630, 1907]
article-text: Τὴν ἐπομένην ὁ βασιλεὺς καλέσας εἰς τὰ ἀνάκτορα τοὺς κ. κ. Σωτηρόπουλον, Καρανάκον, Ράλλην, Σιμόπουλον, Σκουλούδην καὶ ἐμὲ ἀνέθηκεν εἰς ἡμᾶς νὰ προβῶμεν εἰς τὸν σχηματισμὸν Κυβερνήσεως ἐμβριθοῦς καὶ τῶν πρὸς τοῦτο ἀρίστων.	[369, 1224, 630, 1382]
headline: ΤΑ ΕΝ ΚΡΗΤΗ	[649, 1179, 911, 1204]
headline: ΕΜΠΟΡΙΚΑ ΕΙΣ ΟΠΛΙΤΑΓΩΓΑ	[930, 1018, 1193, 1038]
article-text: Κατὰ τηλεγραφήματα ἐκ Πετσῶν ὁ τουρκικὸς στρατὸς ὁ ἐπιπεσὼν εἰς τὸν δυτικὸν τῶν Ρεδεντζκαὶ τοῦ Μπουγαζίου ἀνέρχεται εἰς 50,000.	[930, 1239, 1193, 1318]
headline: ΟΙ ΣΚΟΥΞΕΣ ΕΙΣ ΤΑ ΑΝΑΚΤΟΡΑ	[649, 382, 911, 401]
subheadline: Τρισχίλιοι ἔφεδροι ἐγκαταλελειμμένοι	[930, 710, 1193, 747]
headline: Η ΜΕΣΟΛΑΒΗΣΙΣ ΤΩΝ ΔΥΝΑΜΕΩΝ	[930, 142, 1193, 180]
article-text: Καὶ εἰς τὰς Πάτρας κατὰ τὸν αὐτὸν ἀνταποκριτὴν μας ἐγένετο διαρπαγὴ ὅπλων Γκρὰ τῶν ἐμπόρων κ. κ. Μητροπούλου Ἀδελφοπούλου καὶ ἄλλων.	[93, 1310, 350, 1409]
headline: Η «ΘΕΣΣΑΛΙΑ»	[930, 1788, 1193, 1813]
headline: Η ΥΠΟΥΡΓΙΚΗ ΜΕΤΑΒΟΛΗ	[369, 608, 630, 633]
article-text: Ἑπτὰ ἡμέραι ἀπωλέσθησαν εἰς μάτην ἀφ’ ἧς ὁ Ἐτὲμ εἰσέβαλεν εἰς τὸ Ἑλληνικὸν ἔδαφος. Ἐν τούτοις τίποτε δὲν ἔγεινεν ἱκανὸν ὅπως ἀντιμετωπισθῇ ὁ κίνδυνος οὗτος, οὔτε ὁ βασιλεὺς ἐξῆλθε ἐκ τῶν ἀνακτόρων, οὔτε νέος στρατὸς συνελέχθη, οὔτε ἄλλος στρατὸς ἀπεστάλη εἰς τὰ σύνορα.	[93, 928, 350, 1106]
headline: ΑΝΑΧΩΡΗΣΙΣ ΣΤΡΑΤΟΥ	[649, 550, 911, 575]
subheadline: Παρὰ τῷ κ. Δηλιγιάννῃ	[93, 550, 350, 568]
